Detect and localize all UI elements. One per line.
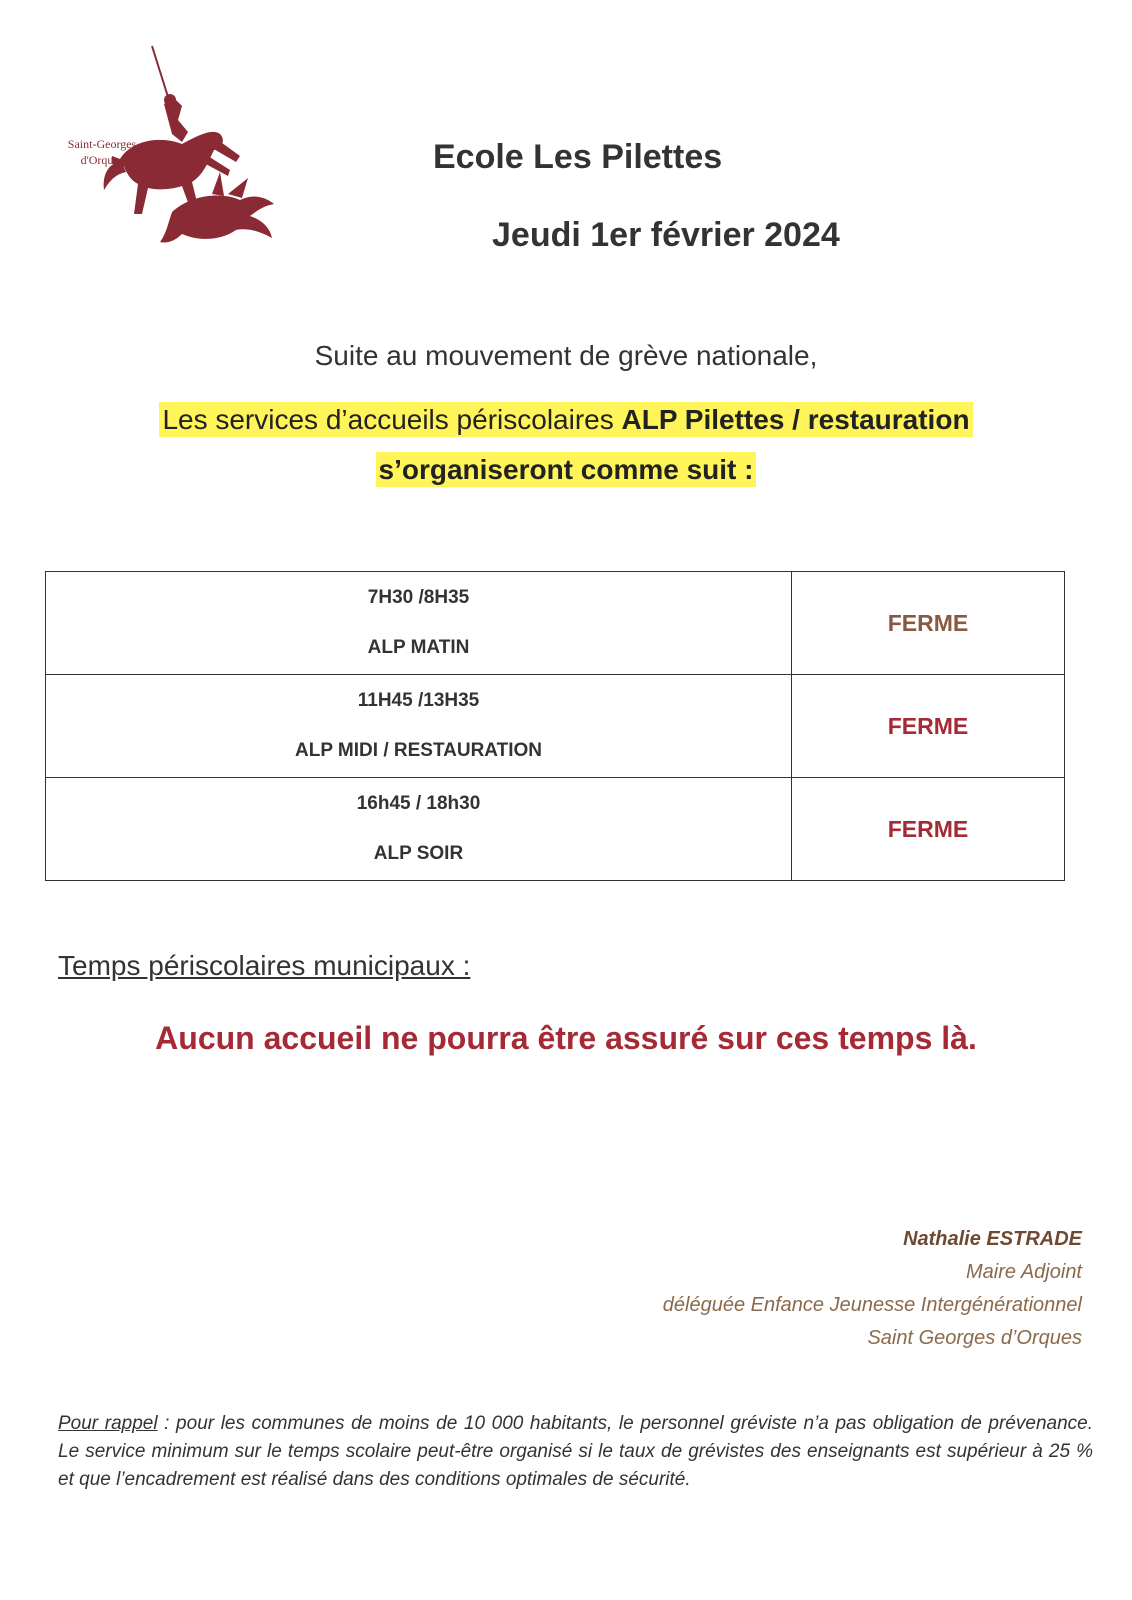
slot-name: ALP MIDI / RESTAURATION [295, 740, 542, 761]
status-cell [792, 778, 1065, 881]
status-label: FERME [887, 712, 969, 739]
slot-cell [46, 675, 792, 778]
slot-name: ALP MATIN [367, 637, 470, 658]
status-cell [792, 675, 1065, 778]
intro-text: Suite au mouvement de grève nationale, [314, 340, 818, 371]
slot-time: 7H30 /8H35 [367, 587, 470, 608]
school-title: Ecole Les Pilettes [433, 138, 723, 176]
slot-cell [46, 572, 792, 675]
logo-text-line1: Saint-Georges [67, 137, 137, 151]
municipal-notice: Aucun accueil ne pourra être assuré sur ces temps là. [155, 1020, 977, 1056]
slot-time: 16h45 / 18h30 [356, 793, 481, 814]
slot-cell [46, 778, 792, 881]
highlight-normal-text: Les services d’accueils périscolaires [162, 404, 622, 435]
table-row [46, 778, 1065, 881]
highlight-mark [159, 402, 972, 437]
slot-time: 11H45 /13H35 [357, 690, 480, 711]
footnote-text: : pour les communes de moins de 10 000 habitants, le personnel gréviste n’a pas obligation de prévenance. Le service minimum sur le temps scolaire peut-être organisé si le taux de grévistes des enseignants est supérieur à 25 % et que l’encadrement est réalisé dans des conditions optimales de sécurité. [58, 1413, 1093, 1490]
logo-text-line2: d'Orques [80, 153, 124, 167]
slot-name: ALP SOIR [373, 843, 464, 864]
highlight-bold-text: ALP Pilettes / restauration [621, 404, 970, 435]
highlight-line2-text: s’organiseront comme suit : [378, 454, 754, 485]
schedule-table [45, 571, 1065, 881]
municipal-section-label: Temps périscolaires municipaux : [58, 950, 471, 981]
table-row [46, 572, 1065, 675]
highlight-line-1 [0, 404, 1132, 436]
status-label: FERME [887, 609, 969, 636]
status-label: FERME [887, 815, 969, 842]
signatory-role: Maire Adjoint [966, 1261, 1082, 1283]
table-row [46, 675, 1065, 778]
highlight-line-2 [0, 454, 1132, 486]
highlight-mark [376, 452, 757, 487]
status-cell [792, 572, 1065, 675]
signatory-town: Saint Georges d’Orques [867, 1327, 1082, 1349]
town-logo [52, 44, 282, 249]
footnote [58, 1410, 1093, 1494]
logo-text [52, 136, 152, 168]
signatory-name: Nathalie ESTRADE [903, 1228, 1082, 1250]
signatory-delegation: déléguée Enfance Jeunesse Intergénérationnel [662, 1294, 1082, 1316]
footnote-lead: Pour rappel [58, 1413, 158, 1434]
document-date: Jeudi 1er février 2024 [492, 216, 840, 254]
